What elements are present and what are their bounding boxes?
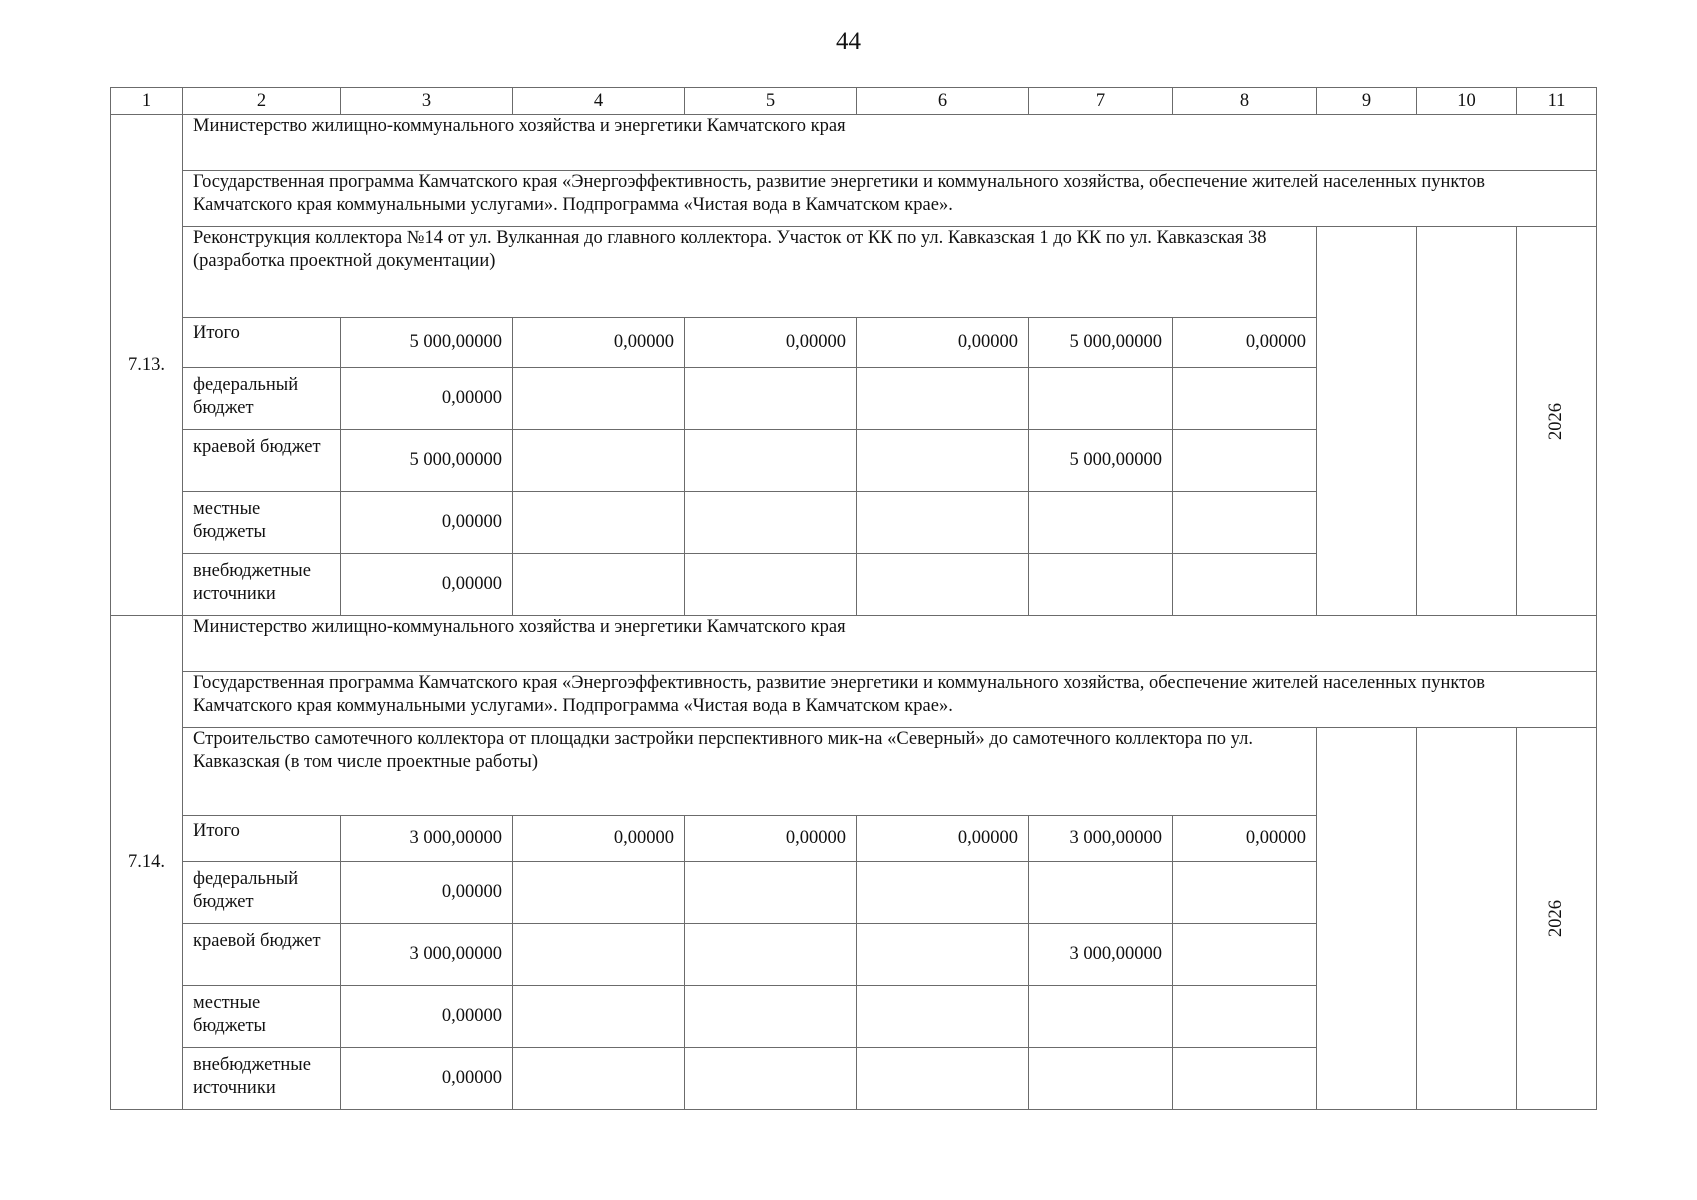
- value-cell: [513, 862, 685, 924]
- value-cell: [1173, 554, 1317, 616]
- value-cell: [1029, 492, 1173, 554]
- value-cell: 3 000,00000: [1029, 816, 1173, 862]
- value-cell: [685, 1048, 857, 1110]
- value-cell: [685, 492, 857, 554]
- value-cell: 5 000,00000: [1029, 318, 1173, 368]
- project-name: Строительство самотечного коллектора от площадки застройки перспективного мик-на «Северный» до самотечного коллектора по ул. Кавказская (в том числе проектные работы): [183, 728, 1317, 816]
- row-label: краевой бюджет: [183, 924, 341, 986]
- column-header: 1: [111, 88, 183, 115]
- section-project-row: [111, 728, 1597, 816]
- value-cell: [857, 924, 1029, 986]
- column-header: 3: [341, 88, 513, 115]
- value-cell: [513, 986, 685, 1048]
- value-cell: [857, 368, 1029, 430]
- value-cell: [685, 862, 857, 924]
- col-10-cell: [1417, 728, 1517, 1110]
- program-name: Государственная программа Камчатского края «Энергоэффективность, развитие энергетики и коммунального хозяйства, обеспечение жителей населенных пунктов Камчатского края коммунальными услугами». Подпрограмма «Чистая вода в Камчатском крае».: [183, 672, 1597, 728]
- value-cell: [1173, 924, 1317, 986]
- project-name: Реконструкция коллектора №14 от ул. Вулканная до главного коллектора. Участок от КК по ул. Кавказская 1 до КК по ул. Кавказская 38 (разработка проектной документации): [183, 227, 1317, 318]
- section-program-row: [111, 672, 1597, 728]
- value-cell: [513, 492, 685, 554]
- value-cell: [1029, 554, 1173, 616]
- program-name: Государственная программа Камчатского края «Энергоэффективность, развитие энергетики и коммунального хозяйства, обеспечение жителей населенных пунктов Камчатского края коммунальными услугами». Подпрограмма «Чистая вода в Камчатском крае».: [183, 171, 1597, 227]
- value-cell: [857, 862, 1029, 924]
- value-cell: 3 000,00000: [1029, 924, 1173, 986]
- value-cell: [685, 924, 857, 986]
- row-label: местные бюджеты: [183, 986, 341, 1048]
- year-text: 2026: [1546, 900, 1566, 937]
- value-cell: [513, 430, 685, 492]
- column-header: 11: [1517, 88, 1597, 115]
- col-9-cell: [1317, 728, 1417, 1110]
- value-cell: [1029, 368, 1173, 430]
- row-label: внебюджетные источники: [183, 554, 341, 616]
- row-label: федеральный бюджет: [183, 862, 341, 924]
- value-cell: 0,00000: [685, 318, 857, 368]
- value-cell: [1173, 492, 1317, 554]
- value-cell: 0,00000: [341, 554, 513, 616]
- value-cell: [685, 986, 857, 1048]
- value-cell: 0,00000: [857, 318, 1029, 368]
- row-label: краевой бюджет: [183, 430, 341, 492]
- row-label: внебюджетные источники: [183, 1048, 341, 1110]
- row-label: Итого: [183, 318, 341, 368]
- value-cell: 5 000,00000: [1029, 430, 1173, 492]
- header-row: [111, 88, 1597, 115]
- page-number: 44: [836, 28, 861, 55]
- value-cell: [1173, 1048, 1317, 1110]
- year-cell: [1517, 227, 1597, 616]
- value-cell: 0,00000: [857, 816, 1029, 862]
- column-header: 6: [857, 88, 1029, 115]
- value-cell: [513, 1048, 685, 1110]
- section-number: 7.14.: [111, 616, 183, 1110]
- value-cell: [857, 986, 1029, 1048]
- value-cell: 0,00000: [341, 862, 513, 924]
- col-9-cell: [1317, 227, 1417, 616]
- value-cell: 0,00000: [1173, 816, 1317, 862]
- value-cell: [857, 430, 1029, 492]
- value-cell: [1173, 430, 1317, 492]
- value-cell: 3 000,00000: [341, 816, 513, 862]
- value-cell: [513, 554, 685, 616]
- value-cell: 0,00000: [685, 816, 857, 862]
- value-cell: 5 000,00000: [341, 318, 513, 368]
- column-header: 8: [1173, 88, 1317, 115]
- value-cell: [1173, 862, 1317, 924]
- value-cell: 0,00000: [1173, 318, 1317, 368]
- column-header: 5: [685, 88, 857, 115]
- value-cell: [685, 430, 857, 492]
- section-program-row: [111, 171, 1597, 227]
- value-cell: 5 000,00000: [341, 430, 513, 492]
- value-cell: [857, 554, 1029, 616]
- year-text: 2026: [1546, 402, 1566, 440]
- column-header: 2: [183, 88, 341, 115]
- section-project-row: [111, 227, 1597, 318]
- section-ministry-row: [111, 115, 1597, 171]
- column-header: 10: [1417, 88, 1517, 115]
- value-cell: [513, 368, 685, 430]
- ministry-name: Министерство жилищно-коммунального хозяйства и энергетики Камчатского края: [183, 616, 1597, 672]
- value-cell: [1029, 1048, 1173, 1110]
- value-cell: 0,00000: [341, 1048, 513, 1110]
- value-cell: 0,00000: [341, 368, 513, 430]
- value-cell: 3 000,00000: [341, 924, 513, 986]
- value-cell: 0,00000: [341, 986, 513, 1048]
- value-cell: 0,00000: [513, 816, 685, 862]
- budget-table: [110, 87, 1597, 1110]
- section-number: 7.13.: [111, 115, 183, 616]
- row-label: Итого: [183, 816, 341, 862]
- col-10-cell: [1417, 227, 1517, 616]
- value-cell: 0,00000: [341, 492, 513, 554]
- column-header: 4: [513, 88, 685, 115]
- value-cell: [1173, 368, 1317, 430]
- section-ministry-row: [111, 616, 1597, 672]
- value-cell: [1029, 986, 1173, 1048]
- year-cell: [1517, 728, 1597, 1110]
- value-cell: [1029, 862, 1173, 924]
- value-cell: [857, 492, 1029, 554]
- row-label: местные бюджеты: [183, 492, 341, 554]
- row-label: федеральный бюджет: [183, 368, 341, 430]
- value-cell: [857, 1048, 1029, 1110]
- value-cell: 0,00000: [513, 318, 685, 368]
- value-cell: [513, 924, 685, 986]
- value-cell: [1173, 986, 1317, 1048]
- value-cell: [685, 368, 857, 430]
- value-cell: [685, 554, 857, 616]
- column-header: 9: [1317, 88, 1417, 115]
- column-header: 7: [1029, 88, 1173, 115]
- ministry-name: Министерство жилищно-коммунального хозяйства и энергетики Камчатского края: [183, 115, 1597, 171]
